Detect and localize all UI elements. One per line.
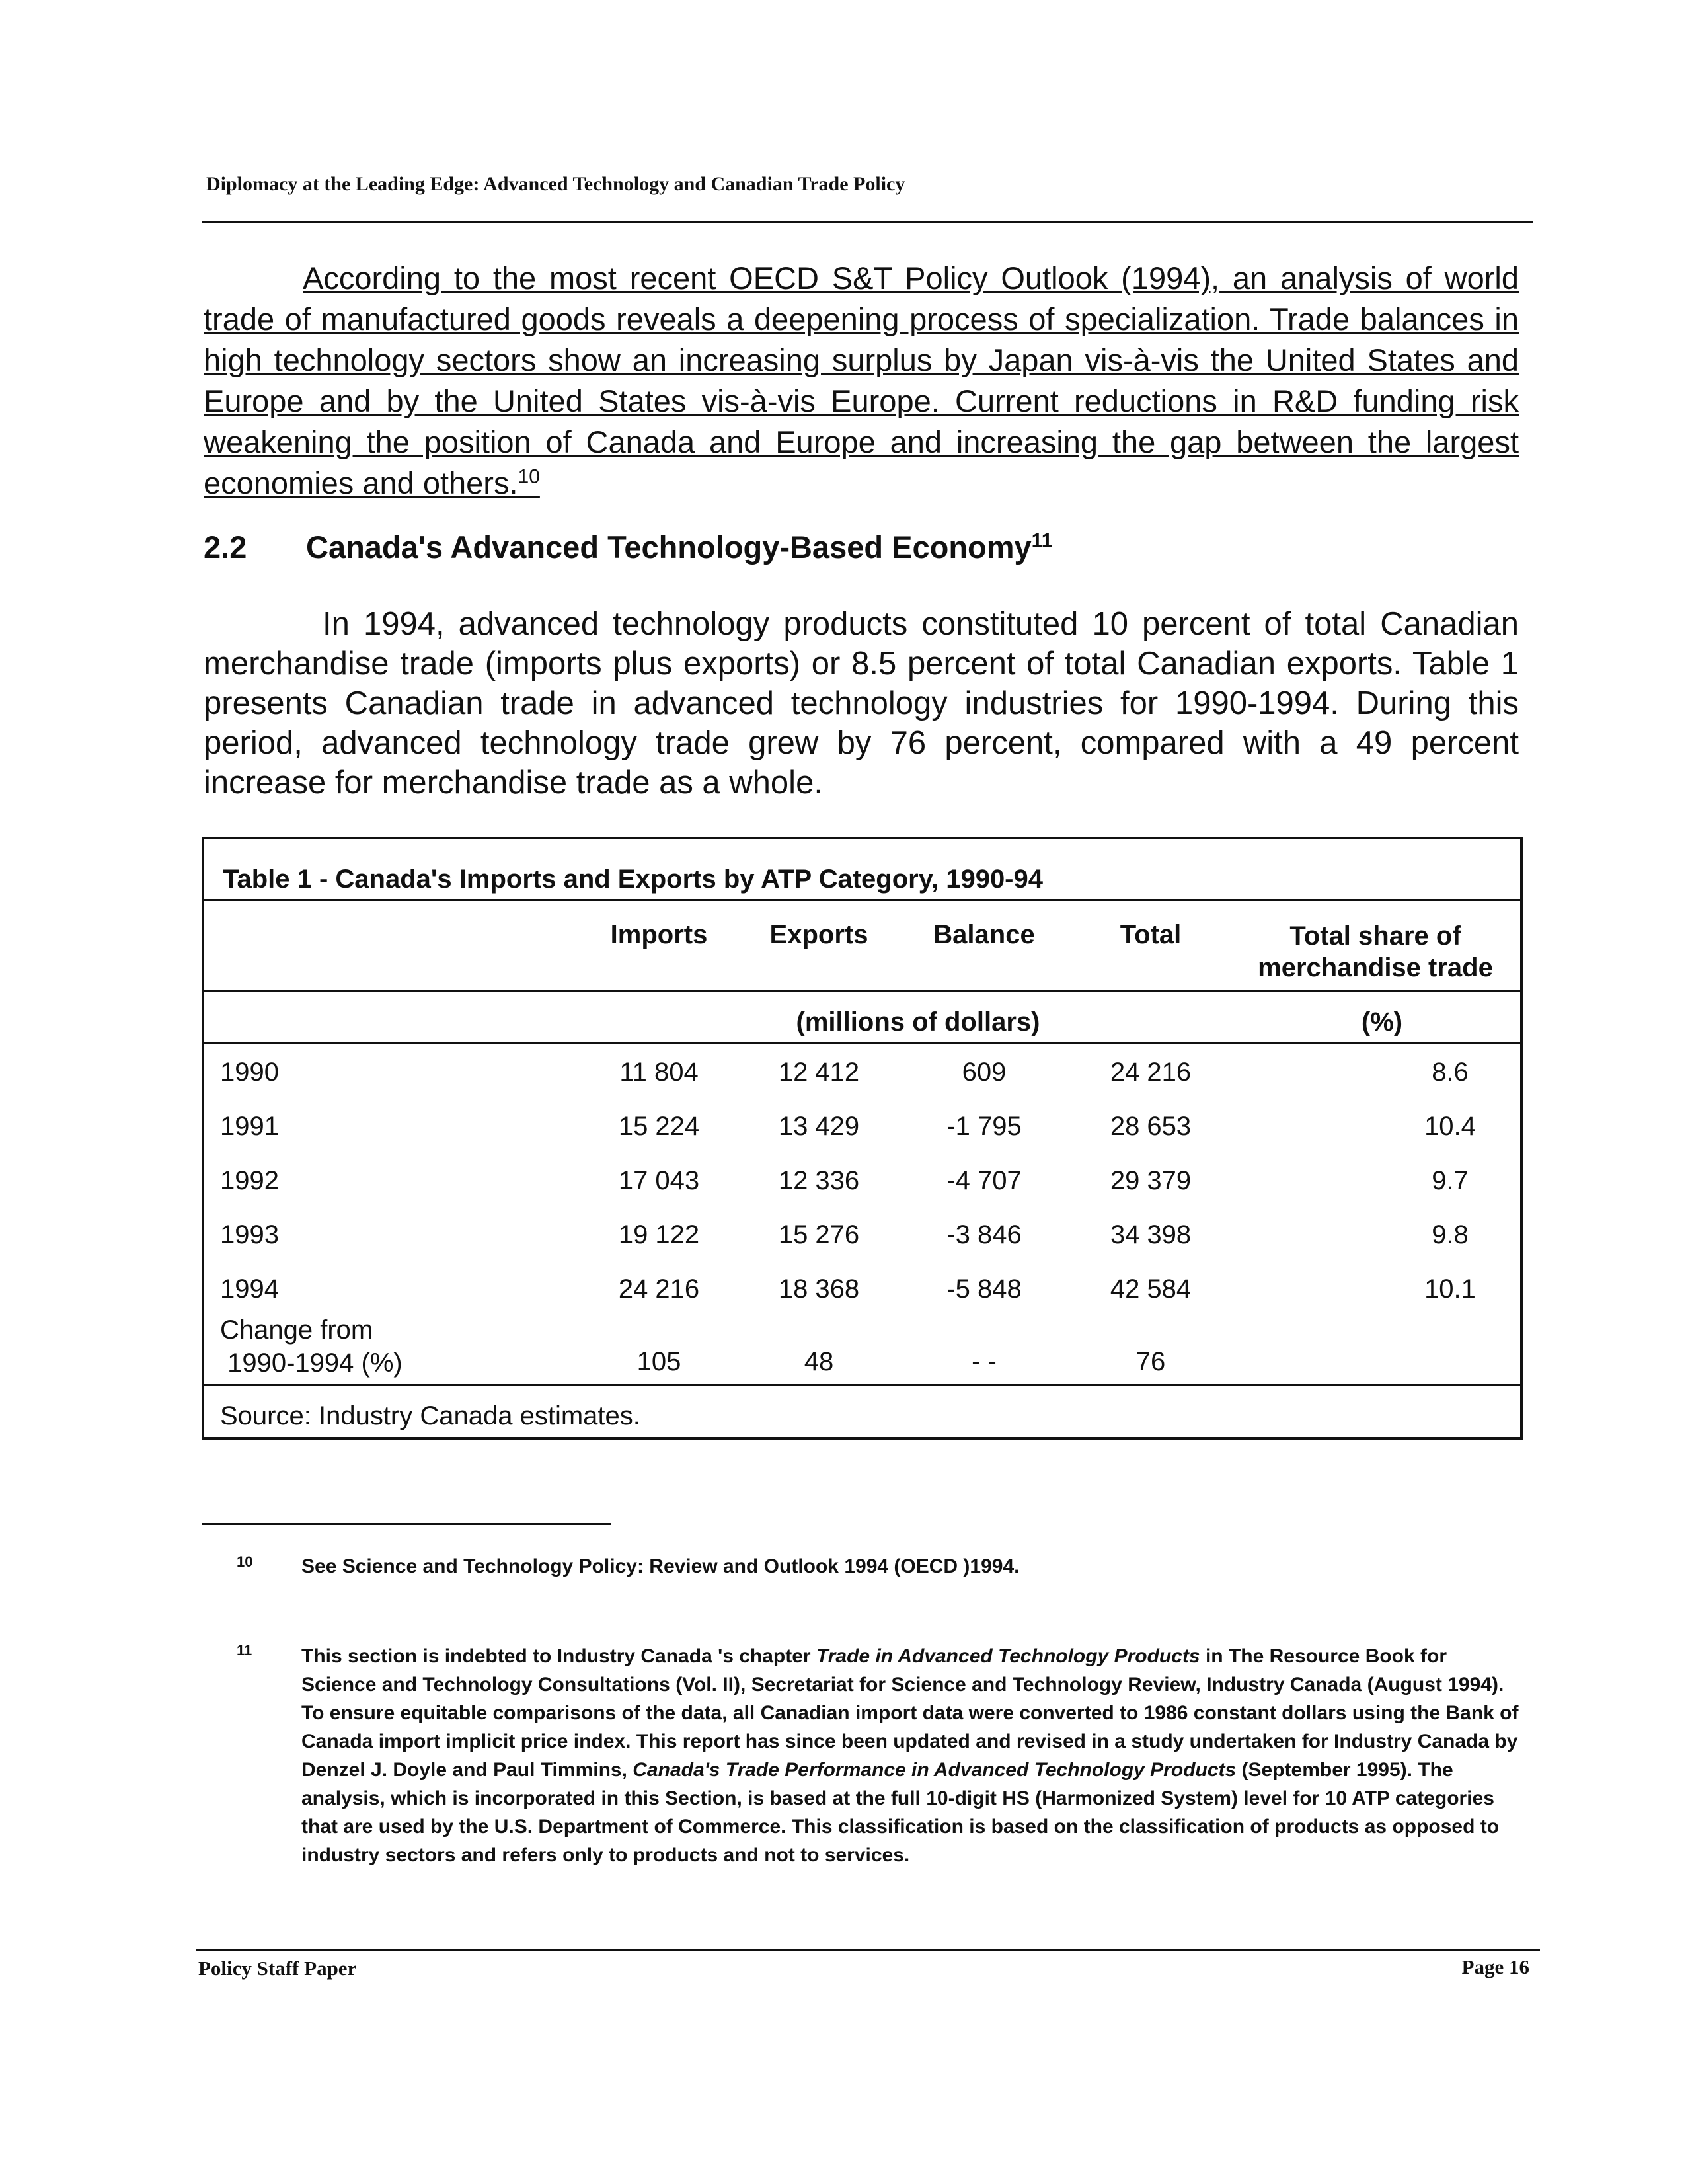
change-total: 76	[1135, 1347, 1166, 1376]
table-rule	[204, 899, 1520, 901]
cell-imports: 11 804	[619, 1058, 699, 1087]
cell-imports: 15 224	[618, 1112, 700, 1141]
table-rule	[204, 990, 1520, 992]
footer-left: Policy Staff Paper	[198, 1957, 357, 1980]
change-label-line2: 1990-1994 (%)	[227, 1348, 403, 1378]
col-header-imports: Imports	[610, 920, 708, 949]
footnote-rule	[202, 1523, 611, 1525]
change-imports: 105	[636, 1347, 681, 1376]
cell-imports: 19 122	[618, 1220, 700, 1249]
cell-total: 28 653	[1110, 1112, 1192, 1141]
cell-exports: 15 276	[778, 1220, 860, 1249]
row-year: 1993	[220, 1220, 279, 1249]
row-year: 1992	[220, 1166, 279, 1195]
cell-imports: 24 216	[618, 1274, 700, 1304]
col-header-share-line2: merchandise trade	[1258, 953, 1493, 982]
cell-balance: 609	[962, 1058, 1007, 1087]
table-rule	[204, 1042, 1520, 1044]
cell-share: 9.8	[1432, 1220, 1469, 1249]
page-number: Page 16	[1461, 1955, 1529, 1978]
col-header-exports: Exports	[769, 920, 868, 949]
footnote-10-number: 10	[237, 1553, 253, 1570]
cell-balance: -4 707	[946, 1166, 1022, 1195]
row-year: 1994	[220, 1274, 279, 1304]
table-source: Source: Industry Canada estimates.	[220, 1401, 640, 1430]
footnote-ref-11: 11	[1031, 529, 1053, 552]
cell-balance: -3 846	[946, 1220, 1022, 1249]
cell-exports: 12 412	[778, 1058, 860, 1087]
table-rule	[204, 1384, 1520, 1386]
cell-imports: 17 043	[618, 1166, 700, 1195]
units-money: (millions of dollars)	[796, 1007, 1040, 1036]
col-header-share	[1237, 920, 1514, 984]
col-header-share-line1: Total share of	[1289, 921, 1461, 951]
footnote-11-part1: This section is indebted to Industry Canada 's chapter	[301, 1645, 816, 1667]
footer-rule	[196, 1949, 1540, 1951]
cell-exports: 12 336	[778, 1166, 860, 1195]
running-header: Diplomacy at the Leading Edge: Advanced Technology and Canadian Trade Policy	[206, 173, 905, 195]
cell-exports: 18 368	[778, 1274, 860, 1304]
change-label-line1: Change from	[220, 1315, 373, 1345]
footnote-ref-10: 10	[518, 465, 540, 488]
row-year: 1991	[220, 1112, 279, 1141]
footnote-11-number: 11	[237, 1642, 252, 1658]
section-number: 2.2	[204, 529, 247, 565]
cell-share: 10.4	[1424, 1112, 1476, 1141]
cell-share: 8.6	[1432, 1058, 1469, 1087]
trade-table	[202, 837, 1523, 1440]
section-heading	[204, 529, 1052, 565]
change-exports: 48	[804, 1347, 834, 1376]
col-header-total: Total	[1120, 920, 1182, 949]
section-title: Canada's Advanced Technology-Based Economy	[306, 529, 1032, 565]
cell-total: 29 379	[1110, 1166, 1192, 1195]
cell-total: 24 216	[1110, 1058, 1192, 1087]
change-label	[220, 1313, 403, 1380]
cell-share: 10.1	[1424, 1274, 1476, 1304]
footnote-11-text	[301, 1642, 1524, 1869]
cell-balance: -5 848	[946, 1274, 1022, 1304]
footnote-10-text: See Science and Technology Policy: Review and Outlook 1994 (OECD )1994.	[301, 1555, 1020, 1577]
footnote-11-part3: (September 1995). The analysis, which is incorporated in this Section, is based at the full 10-digit HS (Harmonized System) level for 10 ATP categories that are used by the U.S. Department of Commerce. This classification is based on the classification of products as opposed to industry sectors and refers only to products and not to services.	[301, 1759, 1500, 1866]
cell-total: 42 584	[1110, 1274, 1192, 1304]
row-year: 1990	[220, 1058, 279, 1087]
footnote-11-title2: Canada's Trade Performance in Advanced Technology Products	[633, 1759, 1237, 1781]
units-percent: (%)	[1361, 1007, 1403, 1036]
cell-balance: -1 795	[946, 1112, 1022, 1141]
intro-text: According to the most recent OECD S&T Policy Outlook (1994), an analysis of world trade of manufactured goods reveals a deepening process of specialization. Trade balances in high technology sectors show an increasing surplus by Japan vis-à-vis the United States and Europe and by the United States vis-à-vis Europe. Current reductions in R&D funding risk weakening the position of Canada and Europe and increasing the gap between the largest economies and others.	[204, 260, 1519, 500]
body-paragraph	[204, 604, 1519, 802]
intro-paragraph	[204, 258, 1519, 504]
body-text: In 1994, advanced technology products constituted 10 percent of total Canadian merchandise trade (imports plus exports) or 8.5 percent of total Canadian exports. Table 1 presents Canadian trade in advanced technology industries for 1990-1994. During this period, advanced technology trade grew by 76 percent, compared with a 49 percent increase for merchandise trade as a whole.	[204, 606, 1519, 800]
header-rule	[202, 221, 1533, 223]
footnote-11-part2: in The Resource Book for Science and Technology Consultations (Vol. II), Secretariat for Science and Technology Review, Industry Canada (August 1994). To ensure equitable comparisons of the data, all Canadian import data were converted to 1986 constant dollars using the Bank of Canada import implicit price index. This report has since been updated and revised in a study undertaken for Industry Canada by Denzel J. Doyle and Paul Timmins,	[301, 1645, 1519, 1781]
table-caption: Table 1 - Canada's Imports and Exports by ATP Category, 1990-94	[223, 865, 1043, 894]
change-balance: - -	[972, 1347, 997, 1376]
cell-total: 34 398	[1110, 1220, 1192, 1249]
footnote-11-title1: Trade in Advanced Technology Products	[816, 1645, 1200, 1667]
cell-share: 9.7	[1432, 1166, 1469, 1195]
col-header-balance: Balance	[933, 920, 1035, 949]
cell-exports: 13 429	[778, 1112, 860, 1141]
